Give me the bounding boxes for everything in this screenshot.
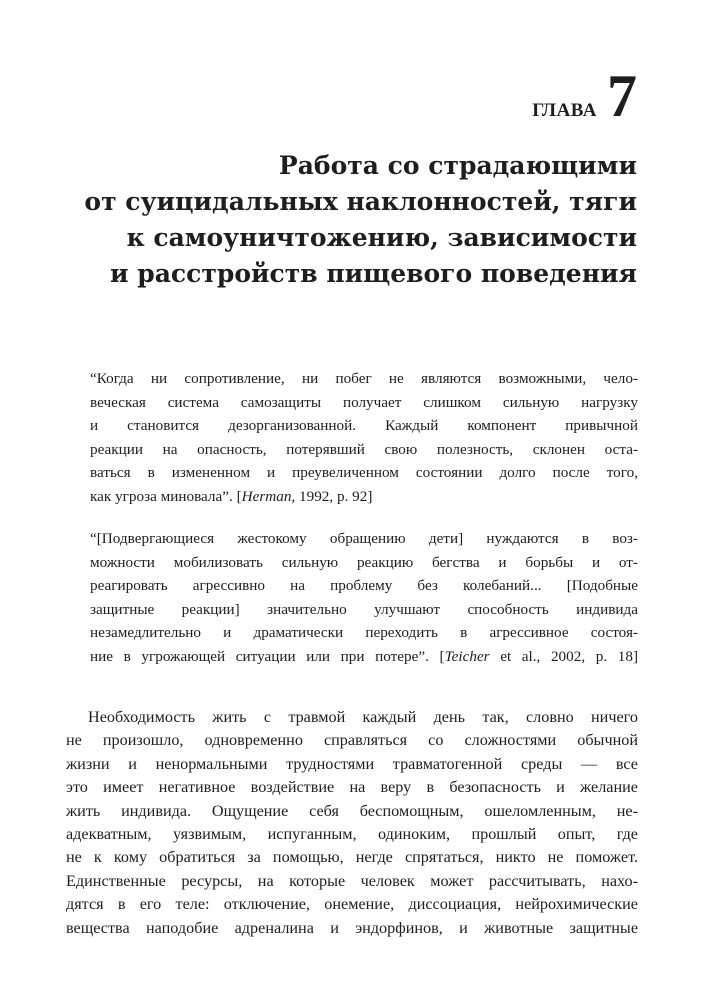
body-line: жизни и ненормальными трудностями травматогенной среды — все	[66, 754, 638, 773]
chapter-title	[37, 148, 637, 292]
epigraph-quote	[90, 527, 638, 668]
citation-details: , 1992, p. 92]	[291, 487, 373, 505]
epigraph-line: реагировать агрессивно на проблему без колебаний... [Подобные	[90, 577, 638, 594]
body-line: не к кому обратиться за помощью, негде спрятаться, никто не поможет.	[66, 848, 638, 867]
body-line: дятся в его теле: отключение, онемение, диссоциация, нейрохимические	[66, 895, 638, 914]
epigraph-line: “Когда ни сопротивление, ни побег не являются возможными, чело-	[90, 370, 638, 387]
chapter-number: 7	[607, 63, 637, 129]
epigraph-line: можности мобилизовать сильную реакцию бегства и борьбы и от-	[90, 553, 638, 571]
epigraph-line: незамедлительно и драматически переходить в агрессивное состоя-	[90, 624, 638, 641]
chapter-title-line: от суицидальных наклонностей, тяги	[84, 187, 637, 216]
body-line: вещества наподобие адреналина и эндорфинов, и животные защитные	[66, 918, 638, 937]
epigraph-quote	[90, 367, 638, 508]
citation-author: Teicher	[444, 647, 490, 665]
chapter-title-line: к самоуничтожению, зависимости	[126, 223, 637, 252]
citation-details: et al., 2002, p. 18]	[489, 647, 638, 665]
citation-author: Herman	[241, 487, 292, 505]
body-line: жить индивида. Ощущение себя беспомощным, ошеломленным, не-	[66, 801, 638, 820]
epigraph-text: как угроза миновала”. [	[90, 487, 242, 505]
epigraph-line: и становится дезорганизованной. Каждый компонент привычной	[90, 417, 638, 434]
body-line: адекватным, уязвимым, испуганным, одиноким, прошлый опыт, где	[66, 825, 638, 844]
epigraph-citation-line	[90, 485, 638, 509]
epigraph-line: ваться в измененном и преувеличенном состоянии долго после того,	[90, 464, 638, 481]
chapter-label: ГЛАВА	[532, 100, 597, 121]
body-line: не произошло, одновременно справляться со сложностями обычной	[66, 731, 638, 750]
epigraph-line: “[Подвергающиеся жестокому обращению дети] нуждаются в воз-	[90, 530, 638, 547]
epigraph-text: ние в угрожающей ситуации или при потере”. [	[90, 647, 445, 665]
epigraph-line: веческая система самозащиты получает слишком сильную нагрузку	[90, 393, 638, 411]
epigraph-citation-line	[90, 645, 638, 669]
chapter-title-line: Работа со страдающими	[278, 151, 637, 180]
body-paragraph	[66, 706, 638, 940]
body-line: Необходимость жить с травмой каждый день так, словно ничего	[88, 708, 638, 726]
epigraph-line: реакции на опасность, потерявший свою полезность, склонен оста-	[90, 440, 638, 458]
body-line: это имеет негативное воздействие на веру в безопасность и желание	[66, 778, 638, 797]
chapter-heading	[532, 63, 637, 129]
epigraph-line: защитные реакции] значительно улучшают способность индивида	[90, 600, 638, 618]
chapter-title-line: и расстройств пищевого поведения	[109, 259, 637, 288]
body-line: Единственные ресурсы, на которые человек может рассчитывать, нахо-	[66, 871, 638, 890]
